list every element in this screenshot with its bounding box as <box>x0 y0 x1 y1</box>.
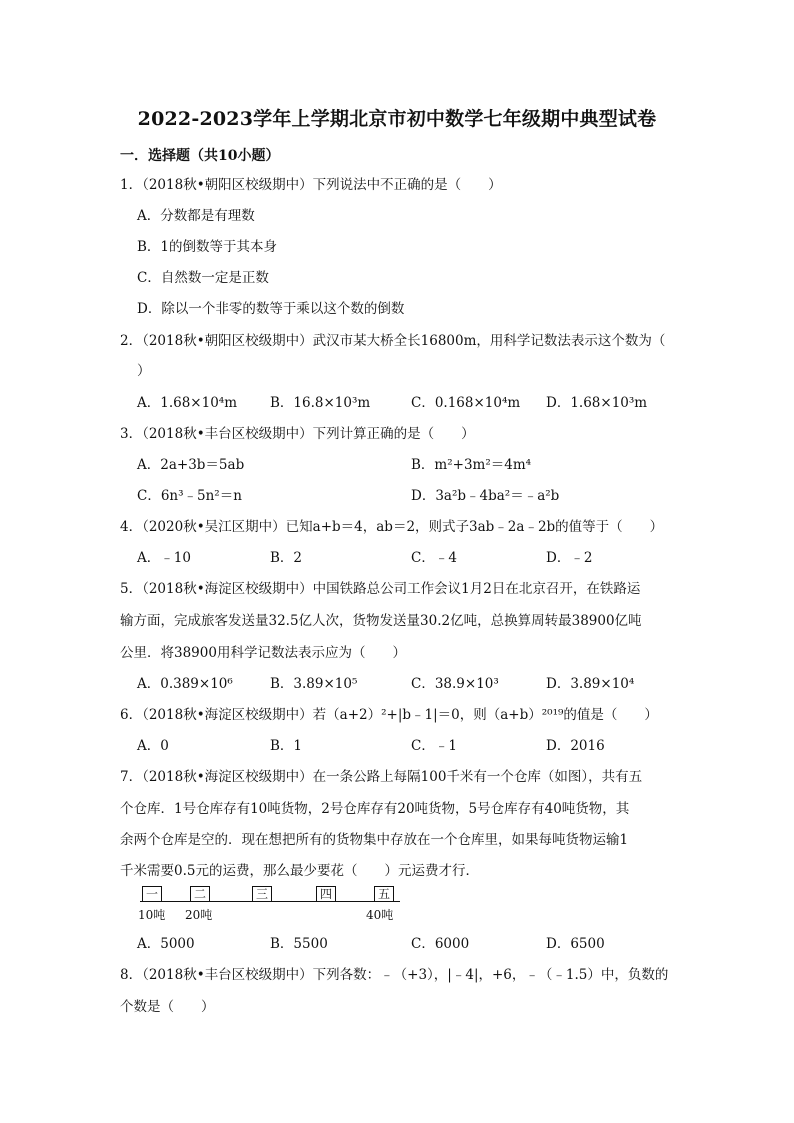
q5-option-a: A．0.389×10⁶ <box>137 676 233 692</box>
question-7-text-cont3: 千米需要0.5元的运费，那么最少要花（ ）元运费才行． <box>120 863 479 879</box>
q1-option-d: D．除以一个非零的数等于乘以这个数的倒数 <box>137 301 405 317</box>
q2-option-b: B．16.8×10³m <box>270 395 371 411</box>
q3-option-d: D．3a²b﹣4ba²＝﹣a²b <box>411 488 560 504</box>
question-7-text: 7．（2018秋•海淀区校级期中）在一条公路上每隔100千米有一个仓库（如图），共有五 <box>120 769 643 785</box>
warehouse-1: 一 <box>142 886 162 901</box>
q5-option-d: D．3.89×10⁴ <box>546 676 635 692</box>
road-line <box>140 901 400 902</box>
question-7-text-cont1: 个仓库．1号仓库存有10吨货物，2号仓库存有20吨货物，5号仓库存有40吨货物，其 <box>120 801 630 817</box>
q1-option-a: A．分数都是有理数 <box>137 208 255 224</box>
question-4-text: 4．（2020秋•吴江区期中）已知a+b＝4，ab＝2，则式子3ab﹣2a﹣2b的值等于（ ） <box>120 519 664 535</box>
q1-option-c: C．自然数一定是正数 <box>137 270 269 286</box>
q3-option-b: B．m²+3m²＝4m⁴ <box>411 457 532 473</box>
warehouse-3: 三 <box>252 886 272 901</box>
q6-option-d: D．2016 <box>546 738 605 754</box>
q2-option-d: D．1.68×10³m <box>546 395 648 411</box>
warehouse-diagram <box>140 886 410 926</box>
question-2-text: 2．（2018秋•朝阳区校级期中）武汉市某大桥全长16800m，用科学记数法表示这个数为（ <box>120 333 666 349</box>
question-3-text: 3．（2018秋•丰台区校级期中）下列计算正确的是（ ） <box>120 426 475 442</box>
question-8-text: 8．（2018秋•丰台区校级期中）下列各数：﹣（+3），|﹣4|，+6，﹣（﹣1.5）中，负数的 <box>120 967 669 983</box>
q7-option-a: A．5000 <box>137 936 195 952</box>
question-1-text: 1．（2018秋•朝阳区校级期中）下列说法中不正确的是（ ） <box>120 177 502 193</box>
warehouse-1-load: 10吨 <box>138 908 166 922</box>
page-title: 2022-2023学年上学期北京市初中数学七年级期中典型试卷 <box>137 108 657 130</box>
q4-option-b: B．2 <box>270 550 303 566</box>
q7-option-c: C．6000 <box>411 936 470 952</box>
q6-option-b: B．1 <box>270 738 303 754</box>
warehouse-4: 四 <box>316 886 336 901</box>
section-heading: 一．选择题（共10小题） <box>120 148 280 164</box>
q3-option-c: C．6n³﹣5n²＝n <box>137 488 242 504</box>
warehouse-5-load: 40吨 <box>366 908 394 922</box>
warehouse-5: 五 <box>374 886 394 901</box>
warehouse-2-load: 20吨 <box>185 908 213 922</box>
q5-option-b: B．3.89×10⁵ <box>270 676 358 692</box>
warehouse-2: 二 <box>190 886 210 901</box>
q4-option-a: A．﹣10 <box>137 550 191 566</box>
q6-option-a: A．0 <box>137 738 169 754</box>
question-5-text-cont1: 输方面，完成旅客发送量32.5亿人次，货物发送量30.2亿吨，总换算周转最38900亿吨 <box>120 613 642 629</box>
question-5-text: 5．（2018秋•海淀区校级期中）中国铁路总公司工作会议1月2日在北京召开，在铁路运 <box>120 581 641 597</box>
q1-option-b: B．1的倒数等于其本身 <box>137 239 278 255</box>
q4-option-c: C．﹣4 <box>411 550 457 566</box>
q3-option-a: A．2a+3b＝5ab <box>137 457 245 473</box>
question-5-text-cont2: 公里．将38900用科学记数法表示应为（ ） <box>120 645 406 661</box>
question-7-text-cont2: 余两个仓库是空的．现在想把所有的货物集中存放在一个仓库里，如果每吨货物运输1 <box>120 832 629 848</box>
q6-option-c: C．﹣1 <box>411 738 457 754</box>
question-6-text: 6．（2018秋•海淀区校级期中）若（a+2）²+|b﹣1|＝0，则（a+b）²⁰¹⁹的值是（ ） <box>120 707 658 723</box>
q7-option-d: D．6500 <box>546 936 605 952</box>
q5-option-c: C．38.9×10³ <box>411 676 499 692</box>
q2-option-c: C．0.168×10⁴m <box>411 395 521 411</box>
q4-option-d: D．﹣2 <box>546 550 593 566</box>
question-8-text-cont: 个数是（ ） <box>120 999 215 1015</box>
question-2-text-cont: ） <box>137 363 151 379</box>
q2-option-a: A．1.68×10⁴m <box>137 395 238 411</box>
q7-option-b: B．5500 <box>270 936 328 952</box>
